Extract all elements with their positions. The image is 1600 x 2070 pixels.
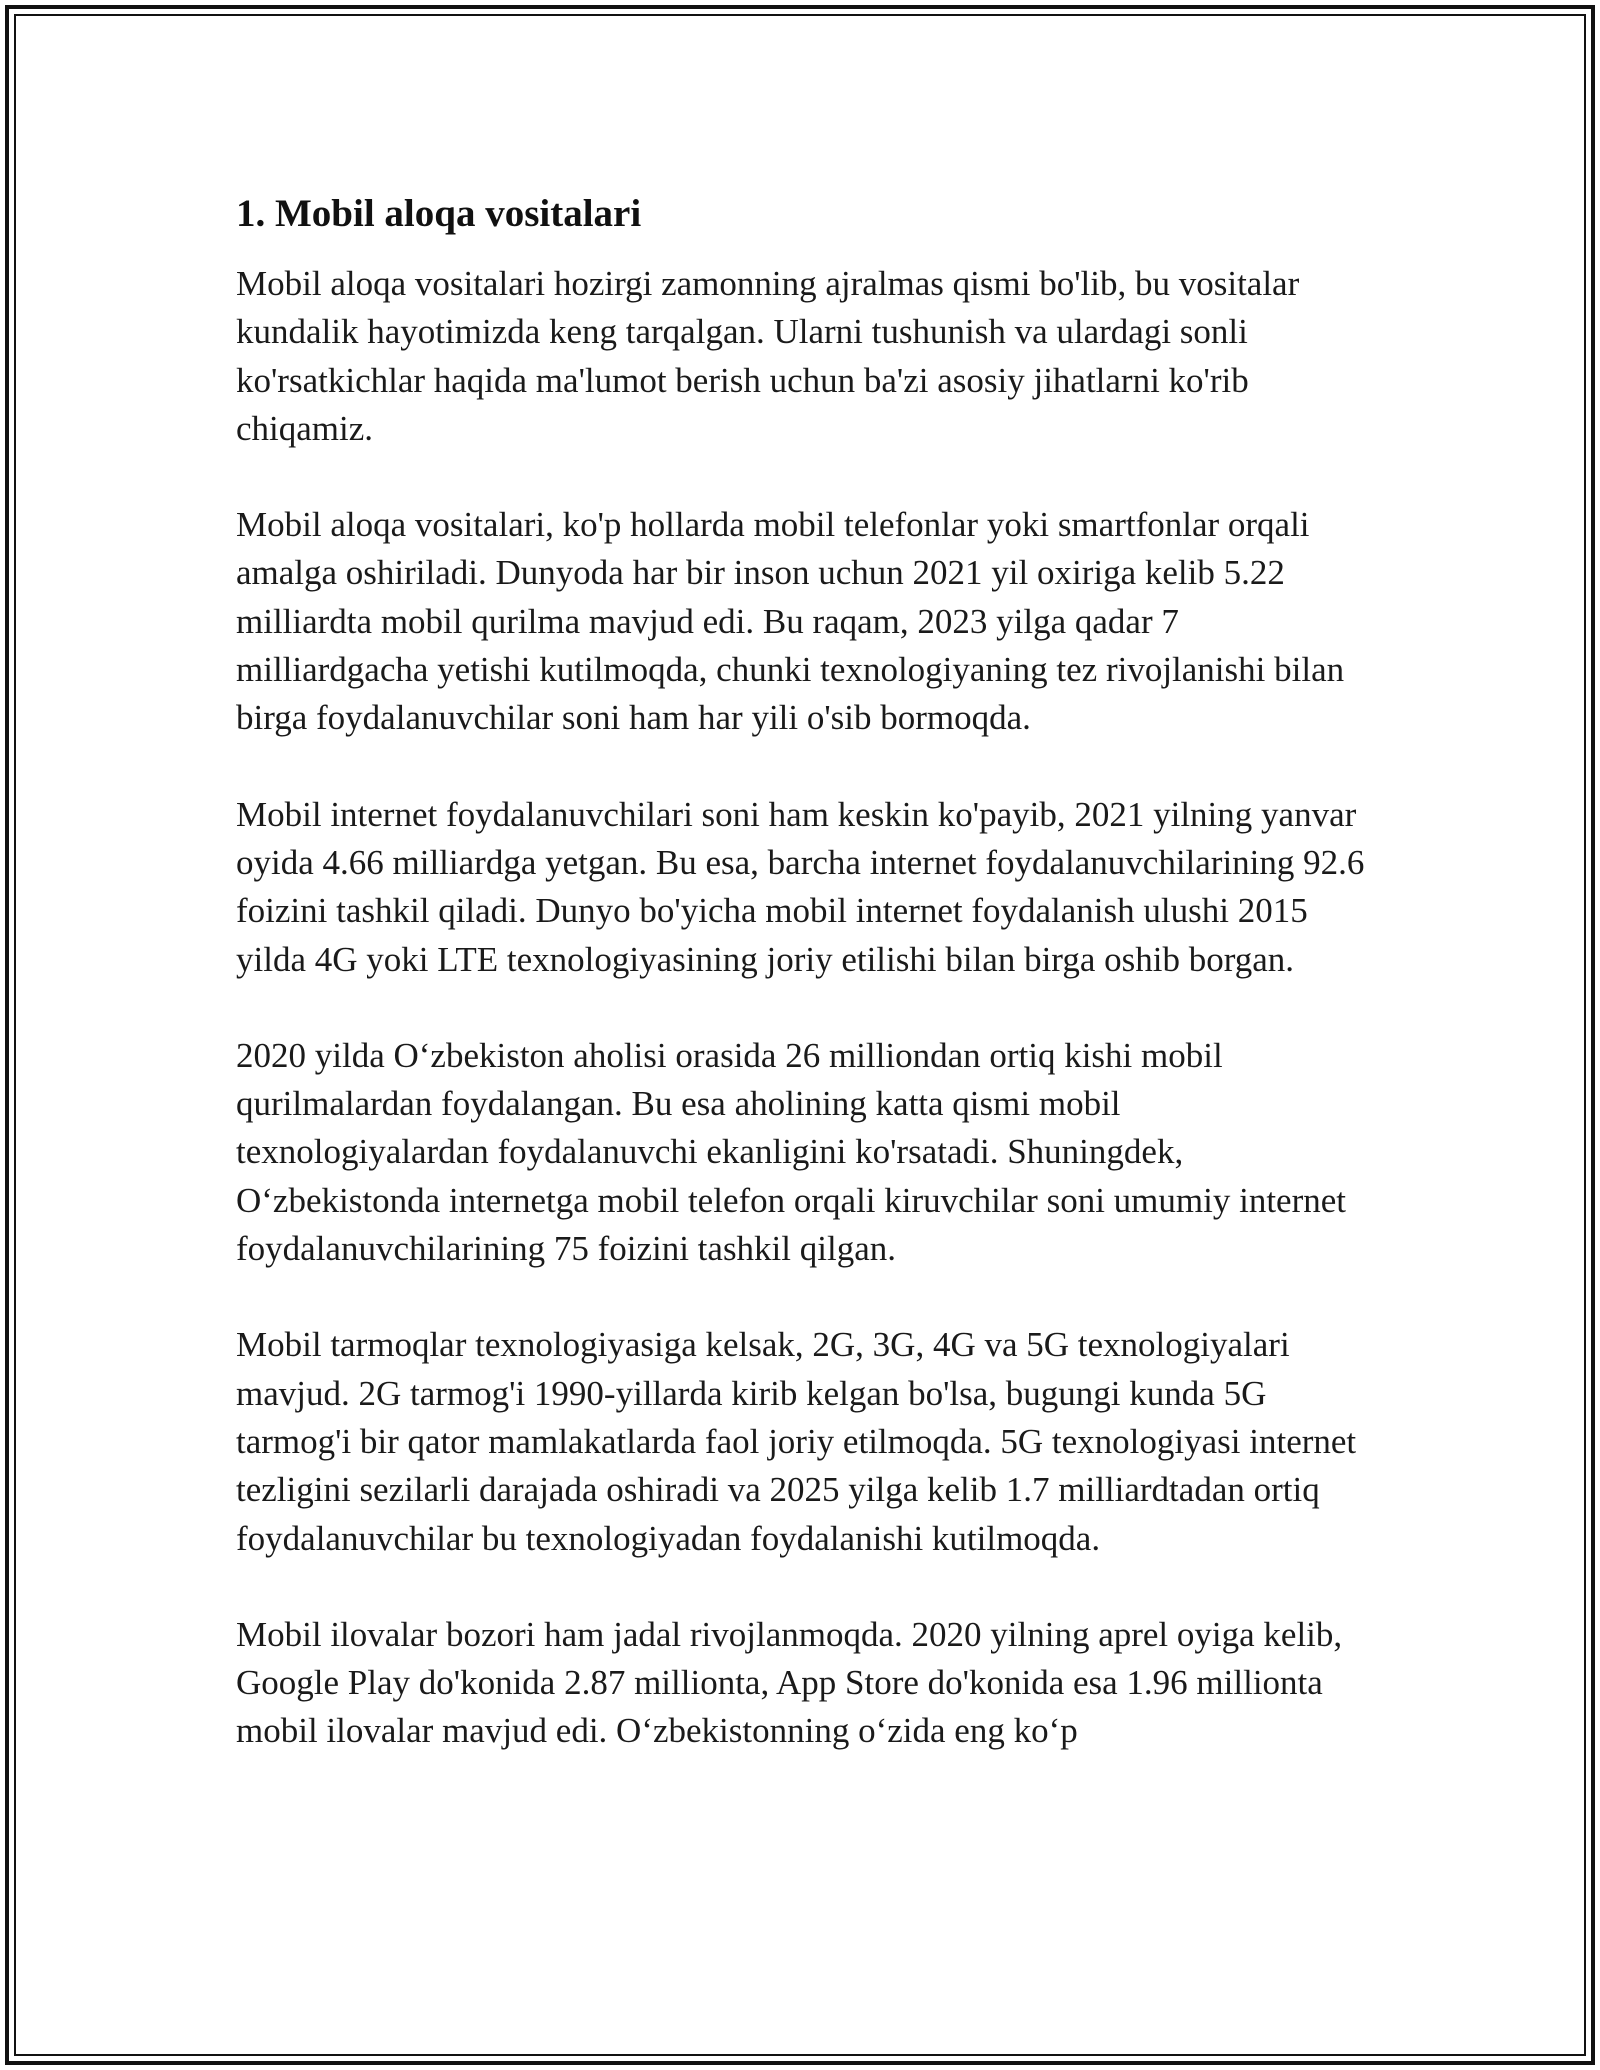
paragraph-mobile-apps: Mobil ilovalar bozori ham jadal rivojlanmoqda. 2020 yilning aprel oyiga kelib, Google Play do'konida 2.87 millionta, App Store do'konida esa 1.96 millionta mobil ilovalar mavjud edi. O‘zbekistonning o‘zida eng ko‘p: [236, 1614, 1343, 1751]
paragraph-mobile-devices: Mobil aloqa vositalari, ko'p hollarda mobil telefonlar yoki smartfonlar orqali amalga oshiriladi. Dunyoda har bir inson uchun 2021 yil oxiriga kelib 5.22 milliardta mobil qurilma mavjud edi. Bu raqam, 2023 yilga qadar 7 milliardgacha yetishi kutilmoqda, chunki texnologiyaning tez rivojlanishi bilan birga foydalanuvchilar soni ham har yili o'sib bormoqda.: [236, 505, 1345, 738]
paragraph-mobile-internet: Mobil internet foydalanuvchilari soni ham keskin ko'payib, 2021 yilning yanvar oyida 4.66 milliardga yetgan. Bu esa, barcha internet foydalanuvchilarining 92.6 foizini tashkil qiladi. Dunyo bo'yicha mobil internet foydalanish ulushi 2015 yilda 4G yoki LTE texnologiyasining joriy etilishi bilan birga oshib borgan.: [236, 794, 1365, 979]
paragraph-intro: Mobil aloqa vositalari hozirgi zamonning ajralmas qismi bo'lib, bu vositalar kundalik hayotimizda keng tarqalgan. Ularni tushunish va ulardagi sonli ko'rsatkichlar haqida ma'lumot berish uchun ba'zi asosiy jihatlarni ko'rib chiqamiz.: [236, 264, 1300, 448]
paragraph-network-technologies: Mobil tarmoqlar texnologiyasiga kelsak, 2G, 3G, 4G va 5G texnologiyalari mavjud. 2G tarmog'i 1990-yillarda kirib kelgan bo'lsa, bugungi kunda 5G tarmog'i bir qator mamlakatlarda faol joriy etilmoqda. 5G texnologiyasi internet tezligini sezilarli darajada oshiradi va 2025 yilga kelib 1.7 milliardtadan ortiq foydalanuvchilar bu texnologiyadan foydalanishi kutilmoqda.: [236, 1325, 1357, 1558]
document-body: [236, 180, 1366, 1804]
section-heading: 1. Mobil aloqa vositalari: [236, 192, 642, 235]
paragraph-uzbekistan: 2020 yilda O‘zbekiston aholisi orasida 26 milliondan ortiq kishi mobil qurilmalardan foydalangan. Bu esa aholining katta qismi mobil texnologiyalardan foydalanuvchi ekanligini ko'rsatadi. Shuningdek, O‘zbekistonda internetga mobil telefon orqali kiruvchilar soni umumiy internet foydalanuvchilarining 75 foizini tashkil qilgan.: [236, 1035, 1346, 1269]
